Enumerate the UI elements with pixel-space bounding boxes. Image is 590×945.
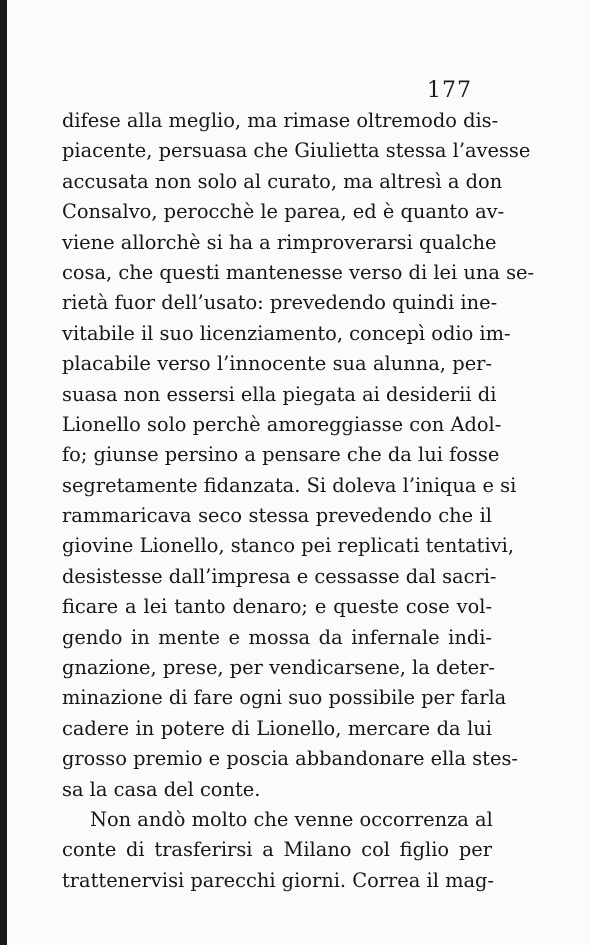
text-line: grosso premio e poscia abbandonare ella stes-: [62, 747, 518, 771]
paragraph: [62, 805, 492, 896]
page-number: 177: [427, 78, 472, 103]
text-line: gnazione, prese, per vendicarsene, la deter-: [62, 656, 495, 680]
text-line: desistesse dall’impresa e cessasse dal sacri-: [62, 564, 497, 588]
text-line: trattenervisi parecchi giorni. Correa il mag-: [62, 868, 494, 892]
text-line: ficare a lei tanto denaro; e queste cose vol-: [62, 595, 492, 619]
text-line: gendo in mente e mossa da infernale indi-: [62, 625, 492, 649]
text-line: sa la casa del conte.: [62, 777, 261, 801]
text-line: Non andò molto che venne occorrenza al: [90, 807, 493, 831]
text-line: Lionello solo perchè amoreggiasse con Adol-: [62, 412, 502, 436]
text-line: conte di trasferirsi a Milano col figlio per: [62, 838, 492, 862]
body-text: [62, 106, 535, 896]
text-line: vitabile il suo licenziamento, concepì odio im-: [62, 321, 511, 345]
text-line: viene allorchè si ha a rimproverarsi qualche: [62, 230, 497, 254]
text-line: piacente, persuasa che Giulietta stessa l’avesse: [62, 139, 531, 163]
text-line: rammaricava seco stessa prevedendo che il: [62, 504, 492, 528]
text-line: accusata non solo al curato, ma altresì a don: [62, 169, 503, 193]
text-line: difese alla meglio, ma rimase oltremodo dis-: [62, 109, 499, 132]
text-line: segretamente fidanzata. Si doleva l’iniqua e si: [62, 473, 517, 497]
text-line: placabile verso l’innocente sua alunna, per-: [62, 352, 492, 376]
text-line: fo; giunse persino a pensare che da lui fosse: [62, 443, 500, 467]
text-line: giovine Lionello, stanco pei replicati tentativi,: [62, 534, 514, 558]
text-line: cosa, che questi mantenesse verso di lei una se-: [62, 260, 535, 284]
text-line: rietà fuor dell’usato: prevedendo quindi ine-: [62, 291, 498, 315]
text-line: Consalvo, perocchè le parea, ed è quanto av-: [62, 200, 505, 224]
text-line: cadere in potere di Lionello, mercare da lui: [62, 716, 492, 740]
page-edge-shadow: [0, 0, 7, 945]
text-line: minazione di fare ogni suo possibile per farla: [62, 686, 507, 710]
paragraph: [62, 106, 535, 805]
text-line: suasa non essersi ella piegata ai desiderii di: [62, 382, 497, 406]
